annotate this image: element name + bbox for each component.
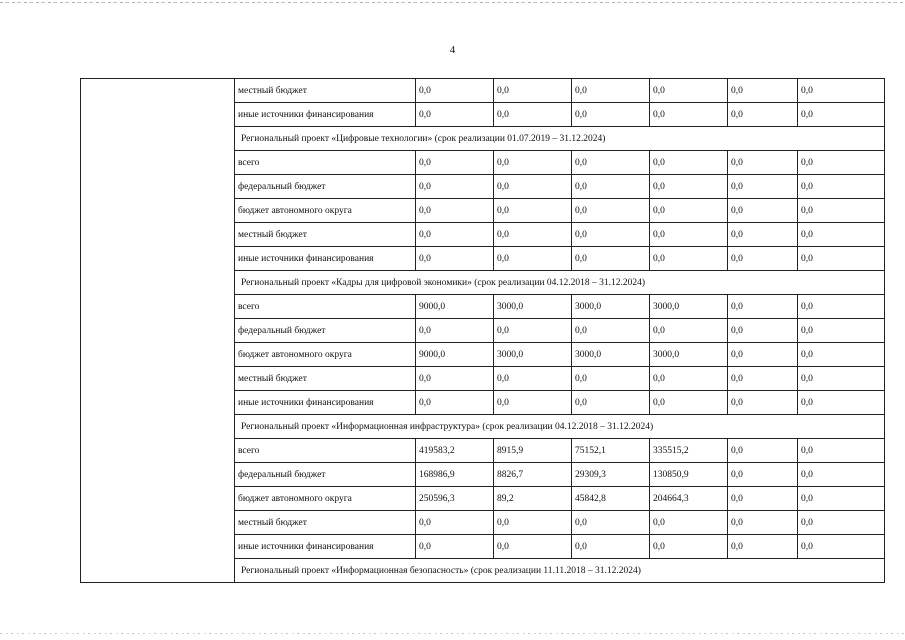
row-label: бюджет автономного округа <box>235 487 416 511</box>
value-cell: 0,0 <box>572 391 650 415</box>
value-cell: 3000,0 <box>572 343 650 367</box>
value-cell: 0,0 <box>494 175 572 199</box>
value-cell: 0,0 <box>798 295 885 319</box>
value-cell: 0,0 <box>572 199 650 223</box>
value-cell: 0,0 <box>650 535 728 559</box>
value-cell: 0,0 <box>572 223 650 247</box>
value-cell: 89,2 <box>494 487 572 511</box>
value-cell: 75152,1 <box>572 439 650 463</box>
value-cell: 0,0 <box>572 319 650 343</box>
value-cell: 419583,2 <box>416 439 494 463</box>
row-label: федеральный бюджет <box>235 175 416 199</box>
value-cell: 0,0 <box>798 319 885 343</box>
value-cell: 0,0 <box>798 247 885 271</box>
value-cell: 0,0 <box>572 535 650 559</box>
row-label: иные источники финансирования <box>235 391 416 415</box>
value-cell: 3000,0 <box>494 343 572 367</box>
value-cell: 0,0 <box>728 223 798 247</box>
value-cell: 0,0 <box>798 535 885 559</box>
project-title: Региональный проект «Информационная безопасность» (срок реализации 11.11.2018 – 31.12.2024) <box>235 559 885 583</box>
value-cell: 3000,0 <box>650 343 728 367</box>
value-cell: 0,0 <box>494 151 572 175</box>
row-label: местный бюджет <box>235 367 416 391</box>
value-cell: 0,0 <box>798 223 885 247</box>
value-cell: 8826,7 <box>494 463 572 487</box>
row-label: местный бюджет <box>235 511 416 535</box>
value-cell: 0,0 <box>728 319 798 343</box>
value-cell: 0,0 <box>728 511 798 535</box>
value-cell: 0,0 <box>650 175 728 199</box>
row-label: бюджет автономного округа <box>235 199 416 223</box>
project-title: Региональный проект «Кадры для цифровой экономики» (срок реализации 04.12.2018 – 31.12.2024) <box>235 271 885 295</box>
value-cell: 0,0 <box>650 223 728 247</box>
value-cell: 0,0 <box>728 175 798 199</box>
value-cell: 0,0 <box>728 535 798 559</box>
value-cell: 0,0 <box>416 175 494 199</box>
value-cell: 0,0 <box>572 511 650 535</box>
row-label: всего <box>235 151 416 175</box>
value-cell: 0,0 <box>728 343 798 367</box>
value-cell: 0,0 <box>798 151 885 175</box>
value-cell: 0,0 <box>650 391 728 415</box>
value-cell: 0,0 <box>728 439 798 463</box>
value-cell: 0,0 <box>416 535 494 559</box>
funding-table <box>80 78 885 583</box>
value-cell: 0,0 <box>494 391 572 415</box>
project-title: Региональный проект «Информационная инфраструктура» (срок реализации 04.12.2018 – 31.12.2024) <box>235 415 885 439</box>
value-cell: 0,0 <box>650 319 728 343</box>
value-cell: 29309,3 <box>572 463 650 487</box>
row-label: всего <box>235 439 416 463</box>
row-label: всего <box>235 295 416 319</box>
row-label: местный бюджет <box>235 79 416 103</box>
value-cell: 0,0 <box>416 223 494 247</box>
table-row <box>81 79 885 103</box>
value-cell: 0,0 <box>416 247 494 271</box>
value-cell: 0,0 <box>728 487 798 511</box>
value-cell: 335515,2 <box>650 439 728 463</box>
page-number: 4 <box>449 44 456 56</box>
value-cell: 0,0 <box>650 511 728 535</box>
value-cell: 0,0 <box>650 151 728 175</box>
value-cell: 0,0 <box>494 367 572 391</box>
value-cell: 0,0 <box>798 487 885 511</box>
value-cell: 0,0 <box>494 79 572 103</box>
value-cell: 0,0 <box>416 199 494 223</box>
value-cell: 204664,3 <box>650 487 728 511</box>
value-cell: 0,0 <box>728 367 798 391</box>
row-label: иные источники финансирования <box>235 247 416 271</box>
scan-artifact-bottom <box>0 633 905 634</box>
value-cell: 0,0 <box>650 199 728 223</box>
value-cell: 0,0 <box>494 223 572 247</box>
value-cell: 0,0 <box>572 103 650 127</box>
value-cell: 0,0 <box>416 319 494 343</box>
value-cell: 0,0 <box>798 103 885 127</box>
project-title: Региональный проект «Цифровые технологии» (срок реализации 01.07.2019 – 31.12.2024) <box>235 127 885 151</box>
value-cell: 0,0 <box>728 151 798 175</box>
value-cell: 0,0 <box>494 199 572 223</box>
value-cell: 0,0 <box>416 103 494 127</box>
value-cell: 168986,9 <box>416 463 494 487</box>
value-cell: 9000,0 <box>416 295 494 319</box>
value-cell: 0,0 <box>650 367 728 391</box>
left-empty-column <box>81 79 235 583</box>
value-cell: 0,0 <box>416 151 494 175</box>
value-cell: 0,0 <box>728 247 798 271</box>
value-cell: 45842,8 <box>572 487 650 511</box>
value-cell: 0,0 <box>798 343 885 367</box>
row-label: иные источники финансирования <box>235 103 416 127</box>
value-cell: 0,0 <box>798 79 885 103</box>
value-cell: 0,0 <box>494 319 572 343</box>
value-cell: 0,0 <box>728 391 798 415</box>
value-cell: 8915,9 <box>494 439 572 463</box>
row-label: иные источники финансирования <box>235 535 416 559</box>
value-cell: 3000,0 <box>494 295 572 319</box>
value-cell: 0,0 <box>572 79 650 103</box>
value-cell: 0,0 <box>416 511 494 535</box>
value-cell: 0,0 <box>650 247 728 271</box>
value-cell: 0,0 <box>798 199 885 223</box>
value-cell: 0,0 <box>728 103 798 127</box>
scan-artifact-top <box>0 2 905 3</box>
value-cell: 0,0 <box>728 79 798 103</box>
value-cell: 0,0 <box>798 463 885 487</box>
value-cell: 130850,9 <box>650 463 728 487</box>
value-cell: 0,0 <box>494 535 572 559</box>
value-cell: 0,0 <box>798 439 885 463</box>
value-cell: 0,0 <box>798 511 885 535</box>
value-cell: 3000,0 <box>572 295 650 319</box>
value-cell: 0,0 <box>572 367 650 391</box>
value-cell: 0,0 <box>650 79 728 103</box>
row-label: бюджет автономного округа <box>235 343 416 367</box>
value-cell: 3000,0 <box>650 295 728 319</box>
value-cell: 250596,3 <box>416 487 494 511</box>
value-cell: 0,0 <box>416 79 494 103</box>
value-cell: 0,0 <box>416 391 494 415</box>
value-cell: 9000,0 <box>416 343 494 367</box>
value-cell: 0,0 <box>728 463 798 487</box>
row-label: федеральный бюджет <box>235 319 416 343</box>
value-cell: 0,0 <box>416 367 494 391</box>
value-cell: 0,0 <box>728 199 798 223</box>
value-cell: 0,0 <box>798 367 885 391</box>
value-cell: 0,0 <box>798 391 885 415</box>
value-cell: 0,0 <box>728 295 798 319</box>
value-cell: 0,0 <box>798 175 885 199</box>
value-cell: 0,0 <box>494 103 572 127</box>
value-cell: 0,0 <box>572 247 650 271</box>
value-cell: 0,0 <box>572 151 650 175</box>
value-cell: 0,0 <box>572 175 650 199</box>
value-cell: 0,0 <box>494 247 572 271</box>
value-cell: 0,0 <box>650 103 728 127</box>
value-cell: 0,0 <box>494 511 572 535</box>
row-label: федеральный бюджет <box>235 463 416 487</box>
row-label: местный бюджет <box>235 223 416 247</box>
